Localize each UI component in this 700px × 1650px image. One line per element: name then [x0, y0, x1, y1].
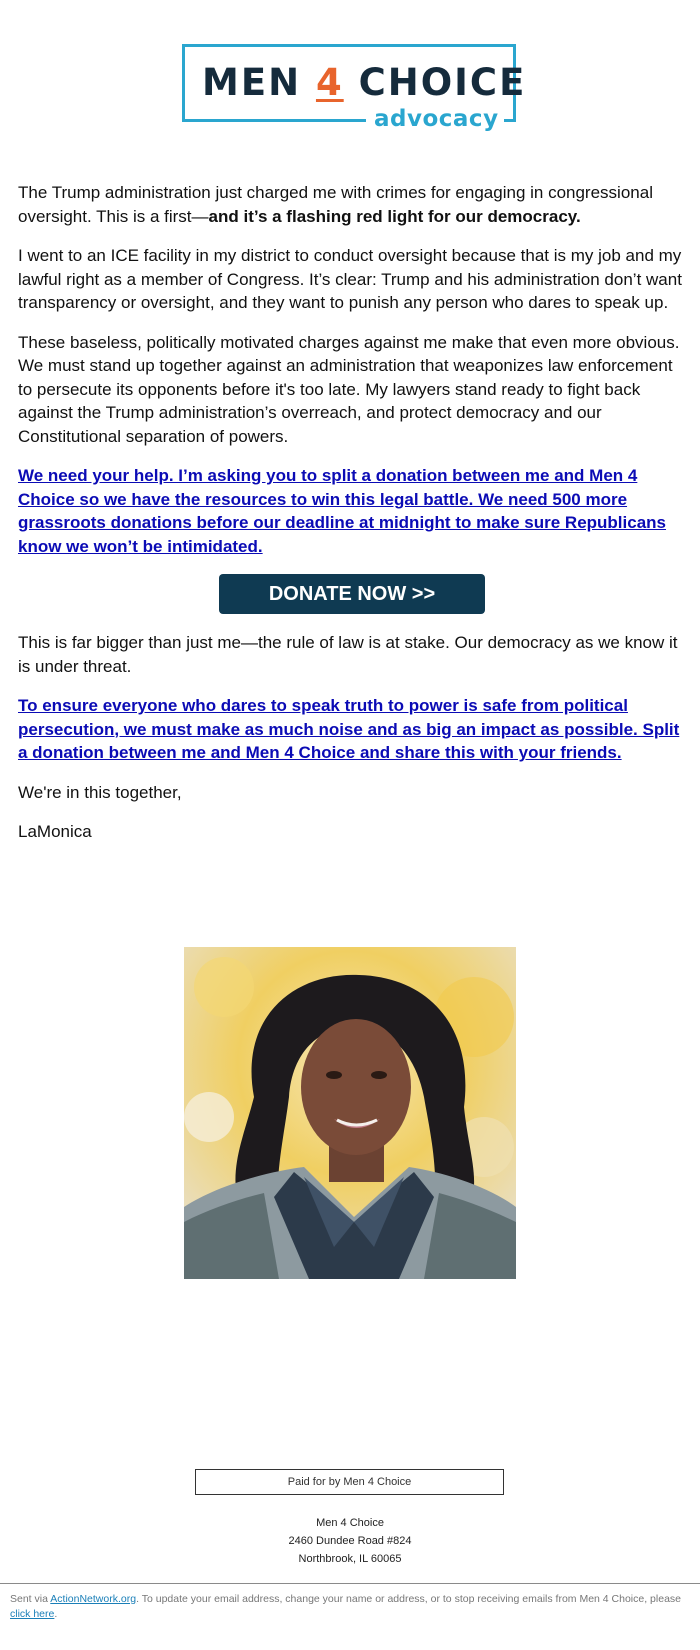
footer-notice — [10, 1592, 690, 1622]
logo-frame-bottom-right — [504, 119, 516, 122]
men4choice-logo — [182, 44, 527, 132]
paragraph-charges: These baseless, politically motivated charges against me make that even more obvious. We must stand up together against an administration that weaponizes law enforcement to persecute its opponents before it's too late. My lawyers stand ready to fight back against the Trump administration’s overreach, and protect democracy and our Constitutional separation of powers. — [18, 332, 680, 446]
logo-wordmark — [202, 61, 526, 104]
mailing-address — [0, 1514, 700, 1568]
logo-word-men: MEN — [202, 61, 316, 104]
footer-text-prefix: Sent via — [10, 1593, 51, 1605]
address-org-name: Men 4 Choice — [316, 1517, 384, 1529]
donation-request-link[interactable]: We need your help. I’m asking you to split a donation between me and Men 4 Choice so we have the resources to win this legal battle. We need 500 more grassroots donations before our deadline at midnight to make sure Republicans know we won’t be intimidated. — [18, 466, 667, 556]
paragraph-rule-of-law: This is far bigger than just me—the rule of law is at stake. Our democracy as we know it is under threat. — [18, 633, 678, 676]
portrait-photo — [184, 947, 516, 1279]
logo-four: 4 — [315, 61, 344, 104]
address-street: 2460 Dundee Road #824 — [288, 1535, 412, 1547]
logo-word-choice: CHOICE — [343, 61, 527, 104]
address-city: Northbrook, IL 60065 — [298, 1553, 402, 1565]
signature: LaMonica — [18, 822, 92, 841]
donate-button-row — [18, 574, 686, 614]
unsubscribe-link[interactable]: click here — [10, 1608, 55, 1620]
paid-for-disclaimer: Paid for by Men 4 Choice — [195, 1469, 504, 1495]
email-body — [18, 181, 686, 860]
portrait-image — [184, 947, 516, 1279]
intro-bold-text: and it’s a flashing red light for our democracy. — [208, 206, 581, 226]
split-donation-link[interactable]: To ensure everyone who dares to speak truth to power is safe from political persecution, we must make as much noise and as big an impact as possible. Split a donation between me and Men 4 Choice and share this with your friends. — [18, 696, 680, 762]
closing-line: We're in this together, — [18, 782, 182, 802]
intro-text: The Trump administration just charged me with crimes for engaging in congressional oversight. This is a first— — [18, 183, 653, 226]
footer-text-middle: . To update your email address, change your name or address, or to stop receiving emails from Men 4 Choice, please — [136, 1593, 682, 1605]
logo-frame-bottom-left — [182, 119, 366, 122]
donate-now-button[interactable]: DONATE NOW >> — [219, 574, 485, 614]
logo-subtitle: advocacy — [374, 106, 499, 132]
paragraph-intro — [18, 181, 686, 228]
actionnetwork-link[interactable]: ActionNetwork.org — [50, 1593, 137, 1605]
paragraph-ice-facility: I went to an ICE facility in my district to conduct oversight because that is my job and my lawful right as a member of Congress. It’s clear: Trump and his administration don’t want transparency or oversight, and they want to punish any person who dares to speak up. — [18, 246, 682, 312]
footer-divider — [0, 1583, 700, 1584]
footer-text-end: . — [54, 1608, 58, 1620]
